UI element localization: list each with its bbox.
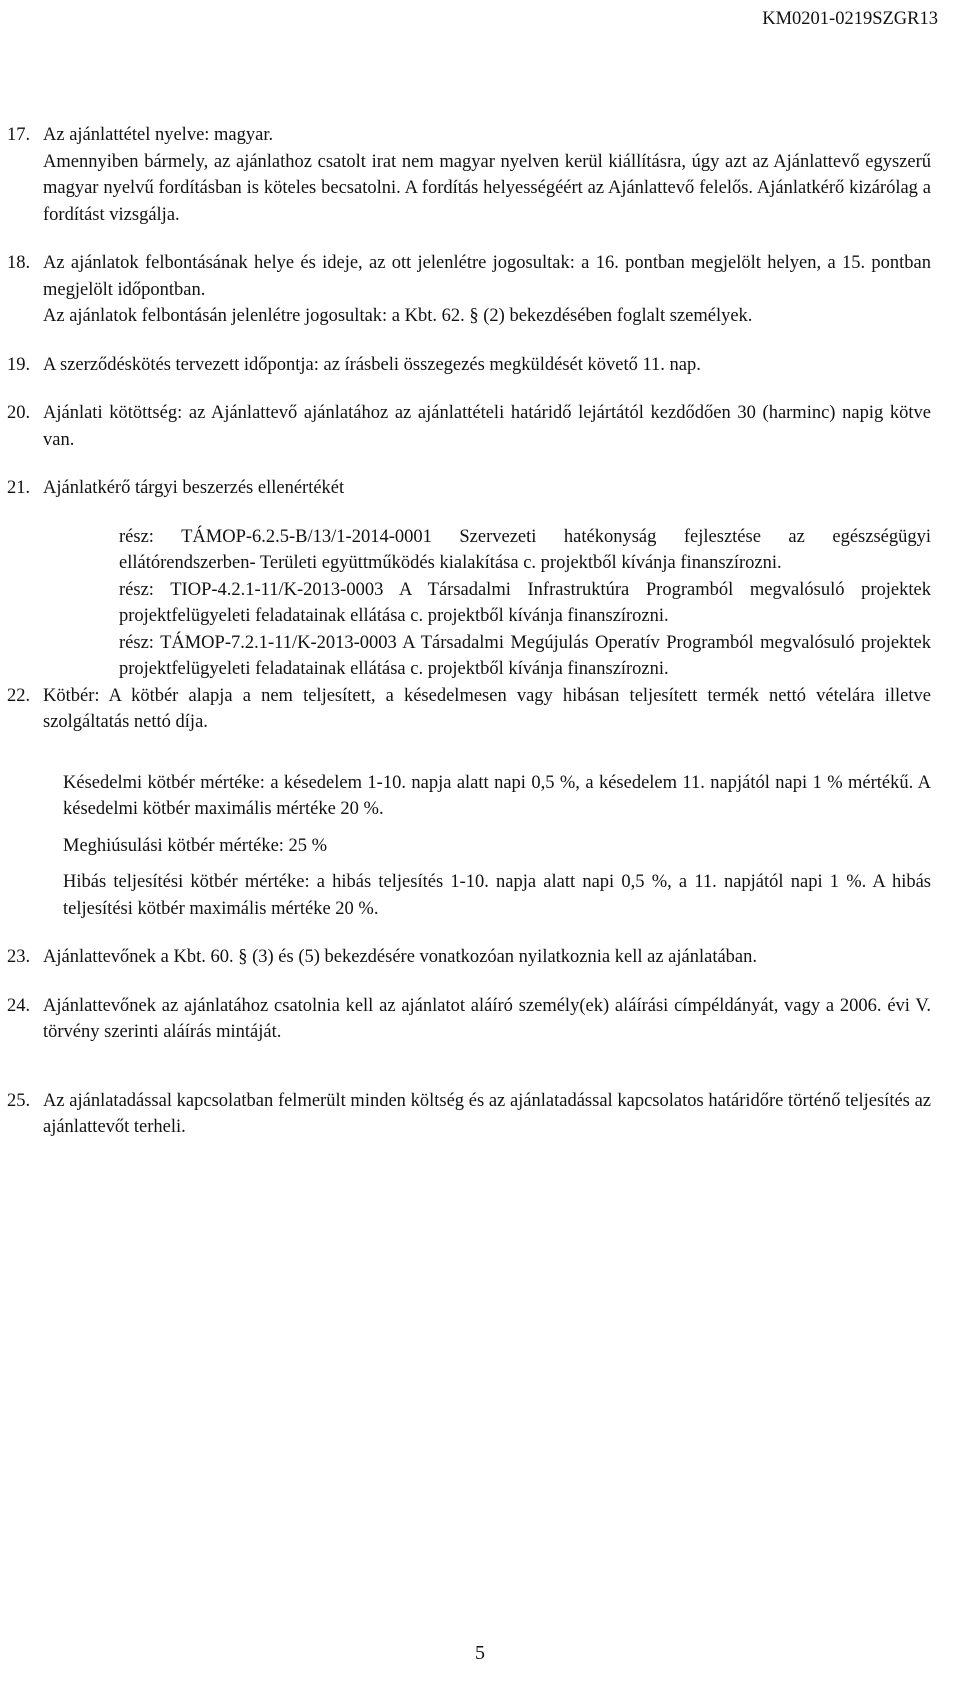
- part-number: [0, 524, 43, 551]
- section-text: A szerződéskötés tervezett időpontja: az írásbeli összegezés megküldését követő 11. nap.: [43, 354, 701, 375]
- section-text: Ajánlati kötöttség: az Ajánlattevő ajánlatához az ajánlattételi határidő lejártától kezdődően 30 (harminc) napig kötve van.: [43, 403, 931, 450]
- section-number: 18.: [7, 253, 31, 273]
- part-number: [0, 630, 43, 657]
- section-number: 24.: [7, 995, 31, 1016]
- penalty-details: [63, 770, 931, 923]
- page-number: 5: [475, 1642, 485, 1664]
- section-23: [7, 944, 931, 971]
- section-text: Ajánlatkérő tárgyi beszerzés ellenértékét: [43, 478, 345, 498]
- section-20: [7, 400, 931, 453]
- section-18: [7, 250, 931, 330]
- section-number: 21.: [7, 478, 31, 498]
- section-22: [7, 683, 931, 736]
- part-item: [43, 524, 931, 577]
- section-number: 20.: [7, 403, 31, 423]
- part-text: rész: TIOP-4.2.1-11/K-2013-0003 A Társadalmi Infrastruktúra Programból megvalósuló projektek projektfelügyeleti feladatainak ellátása c. projektből kívánja finanszírozni.: [119, 579, 931, 626]
- section-number: 22.: [7, 685, 31, 706]
- section-text: Kötbér: A kötbér alapja a nem teljesített, a késedelmesen vagy hibásan teljesített termék nettó vételára illetve szolgáltatás nettó díja.: [43, 685, 931, 732]
- section-text: Amennyiben bármely, az ajánlathoz csatolt irat nem magyar nyelven kerül kiállításra, úgy azt az Ajánlattevő egyszerű magyar nyelvű fordításban is köteles becsatolni. A fordítás helyességéért az Ajánlattevő felelős. Ajánlatkérő kizárólag a fordítást vizsgálja.: [43, 151, 931, 225]
- section-24: [7, 993, 931, 1046]
- section-text: Az ajánlattétel nyelve: magyar.: [43, 125, 274, 145]
- section-text: Az ajánlatok felbontásán jelenlétre jogosultak: a Kbt. 62. § (2) bekezdésében foglalt személyek.: [43, 306, 753, 326]
- section-21: [7, 475, 931, 502]
- section-25: [7, 1088, 931, 1141]
- section-17: [7, 122, 931, 228]
- section-number: 25.: [7, 1090, 31, 1111]
- document-code: KM0201-0219SZGR13: [762, 9, 938, 29]
- section-number: 19.: [7, 354, 31, 375]
- failure-penalty-text: Meghiúsulási kötbér mértéke: 25 %: [63, 835, 328, 856]
- part-text: rész: TÁMOP-7.2.1-11/K-2013-0003 A Társadalmi Megújulás Operatív Programból megvalósuló projektek projektfelügyeleti feladatainak ellátása c. projektből kívánja finanszírozni.: [119, 632, 931, 679]
- section-text: Ajánlattevőnek az ajánlatához csatolnia kell az ajánlatot aláíró személy(ek) aláírási címpéldányát, vagy a 2006. évi V. törvény szerinti aláírás mintáját.: [43, 995, 931, 1042]
- defective-penalty-text: Hibás teljesítési kötbér mértéke: a hibás teljesítés 1-10. napja alatt napi 0,5 %, a 11. napjától napi 1 %. A hibás teljesítési kötbér maximális mértéke 20 %.: [63, 872, 931, 919]
- section-number: 23.: [7, 947, 31, 967]
- section-number: 17.: [7, 125, 31, 145]
- section-text: Az ajánlatok felbontásának helye és ideje, az ott jelenlétre jogosultak: a 16. pontban megjelölt helyen, a 15. pontban megjelölt időpontban.: [43, 253, 931, 300]
- section-21-parts: [7, 524, 931, 683]
- part-text: rész: TÁMOP-6.2.5-B/13/1-2014-0001 Szervezeti hatékonyság fejlesztése az egészségügyi ellátórendszerben- Területi együttműködés kialakítása c. projektből kívánja finanszírozni.: [119, 526, 931, 573]
- part-number: [0, 577, 43, 604]
- section-text: Ajánlattevőnek a Kbt. 60. § (3) és (5) bekezdésére vonatkozóan nyilatkoznia kell az ajánlatában.: [43, 947, 758, 967]
- late-penalty-text: Késedelmi kötbér mértéke: a késedelem 1-10. napja alatt napi 0,5 %, a késedelem 11. napjától napi 1 % mértékű. A késedelmi kötbér maximális mértéke 20 %.: [63, 772, 931, 819]
- section-text: Az ajánlatadással kapcsolatban felmerült minden költség és az ajánlatadással kapcsolatos határidőre történő teljesítés az ajánlattevőt terheli.: [43, 1090, 931, 1137]
- document-body: [7, 122, 931, 1141]
- part-item: [43, 630, 931, 683]
- part-item: [43, 577, 931, 630]
- section-19: [7, 352, 931, 379]
